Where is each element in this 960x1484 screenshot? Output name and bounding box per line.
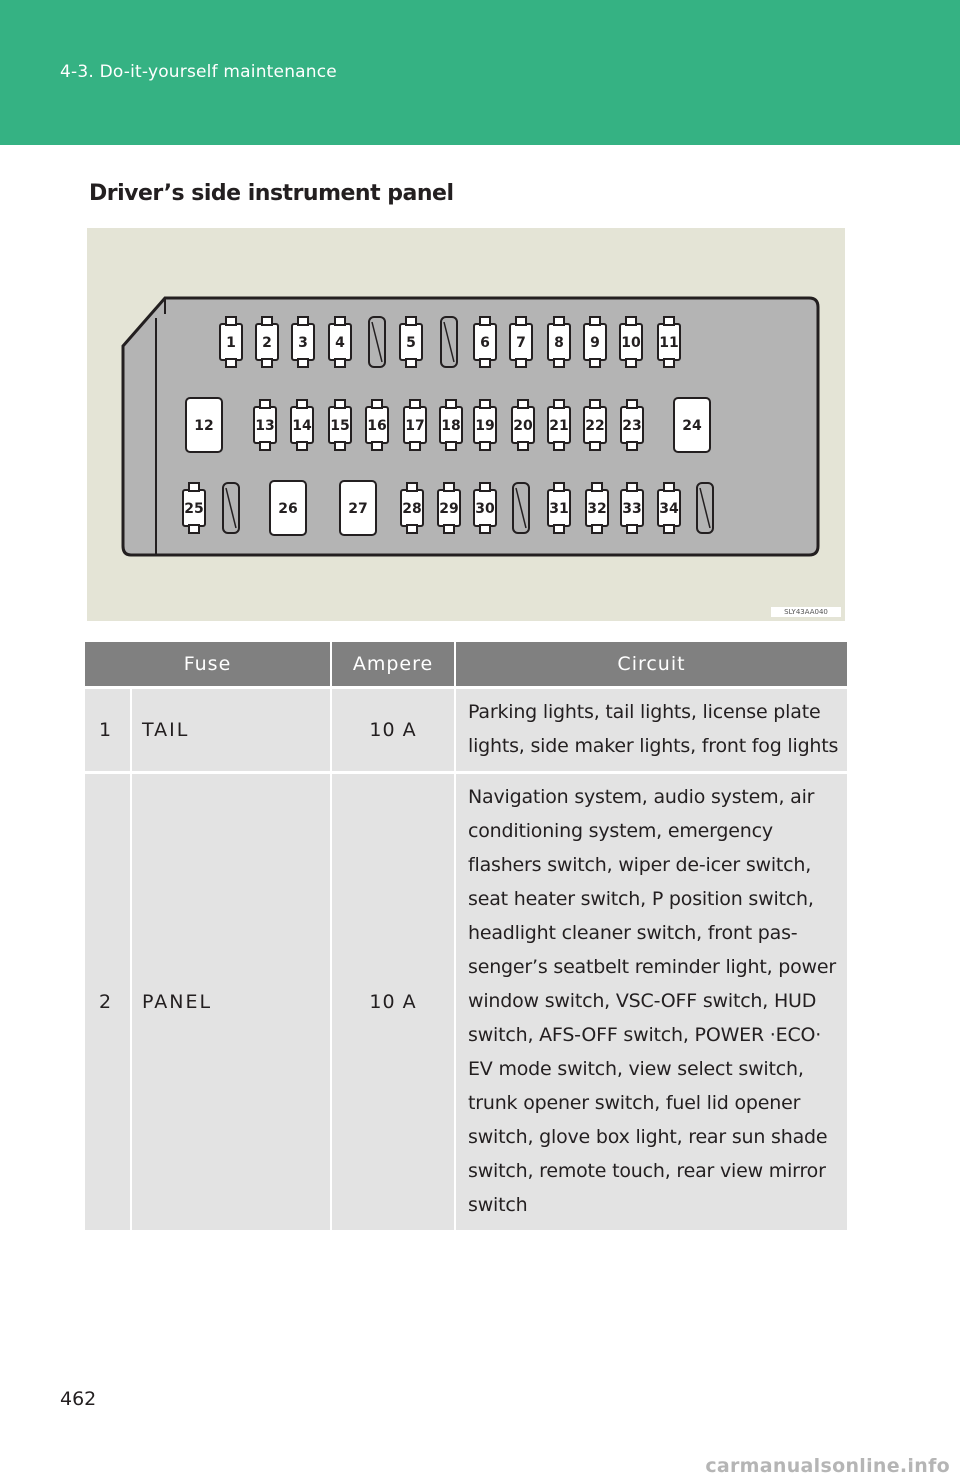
fuse-bottom-tab [554, 525, 564, 533]
fuse-bottom-tab [480, 442, 490, 450]
fuse-label: 24 [682, 418, 702, 434]
fuse-label: 22 [585, 418, 605, 434]
fuse-bottom-tab [480, 525, 490, 533]
fuse-25 [183, 483, 205, 533]
fuse-top-tab [189, 483, 199, 491]
fuse-top-tab [260, 400, 270, 408]
fuse-27 [340, 481, 376, 535]
fuse-bottom-tab [664, 359, 674, 367]
empty-fuse-slot [513, 483, 529, 533]
fuse-3 [292, 317, 314, 367]
fuse-top-tab [406, 317, 416, 325]
fuse-bottom-tab [335, 359, 345, 367]
fuse-circuit: Navigation system, audio system, air conditioning system, emergency flashers switch, wiper de-icer switch, seat heater switch, P position switch, headlight cleaner switch, front pas-senger’s seatbelt reminder light, power window switch, VSC-OFF switch, HUD switch, AFS-OFF switch, POWER ·ECO· EV mode switch, view select switch, trunk opener switch, fuel lid opener switch, glove box light, rear sun shade switch, remote touch, rear view mirror switch [455, 773, 847, 1232]
fuse-bottom-tab [590, 442, 600, 450]
fuse-21 [548, 400, 570, 450]
fuse-19 [474, 400, 496, 450]
fuse-9 [584, 317, 606, 367]
fuse-bottom-tab [372, 442, 382, 450]
fuse-label: 29 [439, 501, 459, 517]
fuse-bottom-tab [297, 442, 307, 450]
empty-fuse-slot [441, 317, 457, 367]
fuse-6 [474, 317, 496, 367]
fuse-2 [256, 317, 278, 367]
fuse-label: 20 [513, 418, 533, 434]
header-band [0, 0, 960, 145]
fuse-34 [658, 483, 680, 533]
fuse-label: 5 [406, 335, 416, 351]
fuse-label: 23 [622, 418, 642, 434]
fuse-label: 18 [441, 418, 461, 434]
fuse-label: 6 [480, 335, 490, 351]
fuse-bottom-tab [626, 359, 636, 367]
fuse-bottom-tab [664, 525, 674, 533]
fuse-top-tab [554, 400, 564, 408]
fuse-bottom-tab [260, 442, 270, 450]
fuse-top-tab [627, 400, 637, 408]
fuse-24 [674, 398, 710, 452]
fuse-top-tab [554, 483, 564, 491]
fuse-bottom-tab [410, 442, 420, 450]
fuse-bottom-tab [406, 359, 416, 367]
fuse-top-tab [590, 400, 600, 408]
fuse-32 [586, 483, 608, 533]
fuse-bottom-tab [554, 442, 564, 450]
fuse-bottom-tab [518, 442, 528, 450]
fuse-top-tab [626, 317, 636, 325]
fuse-18 [440, 400, 462, 450]
fuse-label: 4 [335, 335, 345, 351]
fuse-31 [548, 483, 570, 533]
fuse-label: 9 [590, 335, 600, 351]
fuse-label: 1 [226, 335, 236, 351]
fuse-top-tab [410, 400, 420, 408]
empty-fuse-slot [697, 483, 713, 533]
fuse-top-tab [664, 317, 674, 325]
fuse-ampere: 10 A [331, 688, 455, 773]
fuse-top-tab [226, 317, 236, 325]
fuse-label: 34 [659, 501, 679, 517]
table-row [85, 773, 847, 1232]
fuse-20 [512, 400, 534, 450]
fuse-label: 15 [330, 418, 350, 434]
fuse-22 [584, 400, 606, 450]
fuse-10 [620, 317, 642, 367]
fuse-bottom-tab [592, 525, 602, 533]
fuse-bottom-tab [262, 359, 272, 367]
fuse-label: 10 [621, 335, 641, 351]
fuse-label: 14 [292, 418, 312, 434]
fuse-bottom-tab [627, 442, 637, 450]
fuse-label: 30 [475, 501, 495, 517]
fuse-label: 19 [475, 418, 495, 434]
fuse-label: 31 [549, 501, 569, 517]
fuse-bottom-tab [554, 359, 564, 367]
fuse-23 [621, 400, 643, 450]
fuse-top-tab [335, 317, 345, 325]
header-circuit: Circuit [455, 642, 847, 688]
fuse-top-tab [480, 483, 490, 491]
fuse-5 [400, 317, 422, 367]
fuse-14 [291, 400, 313, 450]
fuse-bottom-tab [407, 525, 417, 533]
fuse-top-tab [627, 483, 637, 491]
fuse-bottom-tab [627, 525, 637, 533]
watermark: carmanualsonline.info [705, 1455, 950, 1477]
header-ampere: Ampere [331, 642, 455, 688]
fuse-bottom-tab [298, 359, 308, 367]
fuse-top-tab [554, 317, 564, 325]
fuse-label: 32 [587, 501, 607, 517]
fuse-26 [270, 481, 306, 535]
fuse-bottom-tab [446, 442, 456, 450]
fuse-label: 2 [262, 335, 272, 351]
fuse-top-tab [297, 400, 307, 408]
fuse-top-tab [516, 317, 526, 325]
fuse-box-diagram [87, 228, 845, 621]
fuse-12 [186, 398, 222, 452]
page-title: Driver’s side instrument panel [89, 181, 454, 206]
fuse-top-tab [298, 317, 308, 325]
header-fuse: Fuse [85, 642, 331, 688]
fuse-1 [220, 317, 242, 367]
fuse-top-tab [446, 400, 456, 408]
fuse-label: 26 [278, 501, 298, 517]
fuse-label: 7 [516, 335, 526, 351]
image-code: SLY43AA040 [771, 607, 841, 617]
fuse-label: 8 [554, 335, 564, 351]
fuse-name: TAIL [131, 688, 331, 773]
fuse-15 [329, 400, 351, 450]
fuse-top-tab [444, 483, 454, 491]
fuse-top-tab [664, 483, 674, 491]
fuse-30 [474, 483, 496, 533]
fuse-33 [621, 483, 643, 533]
fuse-label: 16 [367, 418, 387, 434]
fuse-4 [329, 317, 351, 367]
fuse-table [85, 642, 847, 1233]
fuse-circuit: Parking lights, tail lights, license plate lights, side maker lights, front fog lights [455, 688, 847, 773]
fuse-top-tab [518, 400, 528, 408]
fuse-label: 13 [255, 418, 275, 434]
page-number: 462 [60, 1388, 97, 1410]
fuse-7 [510, 317, 532, 367]
fuse-bottom-tab [189, 525, 199, 533]
fuse-number: 1 [85, 688, 131, 773]
fuse-name: PANEL [131, 773, 331, 1232]
empty-fuse-slot [223, 483, 239, 533]
fuse-bottom-tab [516, 359, 526, 367]
fuse-label: 11 [659, 335, 679, 351]
fuse-bottom-tab [480, 359, 490, 367]
fuse-top-tab [335, 400, 345, 408]
fuse-13 [254, 400, 276, 450]
fuse-11 [658, 317, 680, 367]
fuse-top-tab [592, 483, 602, 491]
fuse-bottom-tab [590, 359, 600, 367]
table-header-row [85, 642, 847, 688]
fuse-top-tab [590, 317, 600, 325]
fuse-29 [438, 483, 460, 533]
fuse-top-tab [372, 400, 382, 408]
fuse-label: 28 [402, 501, 422, 517]
fuse-28 [401, 483, 423, 533]
fuse-label: 21 [549, 418, 569, 434]
fuse-label: 12 [194, 418, 214, 434]
fuse-label: 17 [405, 418, 425, 434]
fuse-17 [404, 400, 426, 450]
fuse-label: 25 [184, 501, 204, 517]
fuse-bottom-tab [335, 442, 345, 450]
fuse-box-svg [87, 228, 845, 621]
fuse-8 [548, 317, 570, 367]
fuse-top-tab [480, 400, 490, 408]
fuse-ampere: 10 A [331, 773, 455, 1232]
fuse-bottom-tab [444, 525, 454, 533]
fuse-16 [366, 400, 388, 450]
fuse-number: 2 [85, 773, 131, 1232]
fuse-top-tab [480, 317, 490, 325]
fuse-label: 33 [622, 501, 642, 517]
fuse-label: 27 [348, 501, 368, 517]
table-row [85, 688, 847, 773]
fuse-label: 3 [298, 335, 308, 351]
fuse-top-tab [407, 483, 417, 491]
section-title: 4-3. Do-it-yourself maintenance [60, 62, 337, 82]
fuse-top-tab [262, 317, 272, 325]
fuse-bottom-tab [226, 359, 236, 367]
empty-fuse-slot [369, 317, 385, 367]
